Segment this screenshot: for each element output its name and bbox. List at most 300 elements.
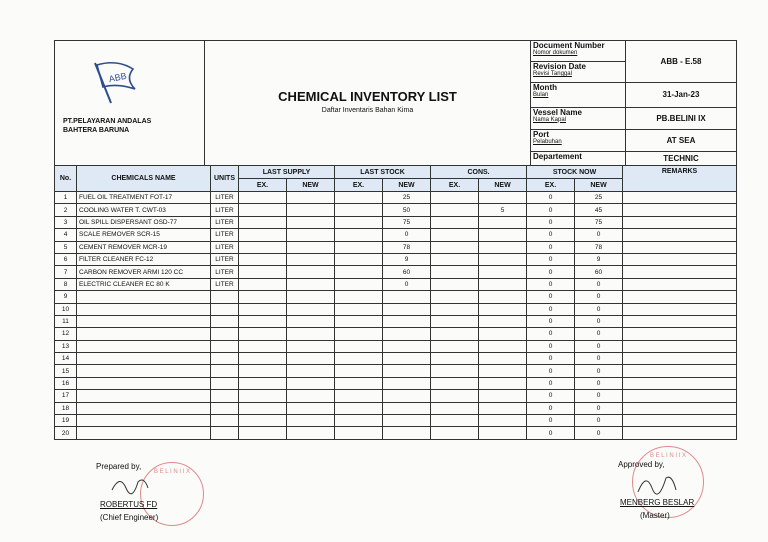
col-last-stock: LAST STOCK (335, 166, 431, 179)
unit-cell: LITER (211, 278, 239, 290)
stock-now-new-cell: 60 (575, 266, 623, 278)
last-stock-ex-cell (335, 216, 383, 228)
cons-new-cell (479, 377, 527, 389)
unit-cell (211, 303, 239, 315)
last-supply-ex-cell (239, 266, 287, 278)
last-supply-new-cell (287, 241, 335, 253)
sub-col-new: NEW (287, 179, 335, 192)
stock-now-ex-cell: 0 (527, 328, 575, 340)
chemical-name-cell (77, 415, 211, 427)
table-row (55, 216, 737, 228)
row-number-cell: 14 (55, 353, 77, 365)
row-number-cell: 20 (55, 427, 77, 439)
cons-ex-cell (431, 278, 479, 290)
cons-new-cell (479, 340, 527, 352)
stamp-text: B E L I N I I X (649, 453, 687, 459)
last-stock-new-cell (383, 303, 431, 315)
logo-text: ABB (107, 70, 128, 85)
chemical-name-cell (77, 328, 211, 340)
chemical-name-cell: CEMENT REMOVER MCR-19 (77, 241, 211, 253)
chemical-name-cell: FILTER CLEANER FC-12 (77, 253, 211, 265)
last-supply-ex-cell (239, 427, 287, 439)
last-supply-ex-cell (239, 328, 287, 340)
last-stock-new-cell: 25 (383, 192, 431, 204)
chemical-name-cell (77, 353, 211, 365)
last-supply-new-cell (287, 402, 335, 414)
stock-now-ex-cell: 0 (527, 278, 575, 290)
company-line-1: PT.PELAYARAN ANDALAS (63, 118, 152, 125)
last-supply-new-cell (287, 415, 335, 427)
chemical-name-cell (77, 377, 211, 389)
last-supply-new-cell (287, 253, 335, 265)
last-stock-ex-cell (335, 328, 383, 340)
table-row (55, 315, 737, 327)
last-supply-ex-cell (239, 303, 287, 315)
table-row (55, 365, 737, 377)
cons-ex-cell (431, 328, 479, 340)
sub-col-ex: EX. (431, 179, 479, 192)
chemical-name-cell: ELECTRIC CLEANER EC 80 K (77, 278, 211, 290)
departement-value: TECHNIC (626, 152, 737, 166)
document-title: CHEMICAL INVENTORY LIST (278, 89, 457, 104)
remarks-cell (623, 353, 737, 365)
cons-ex-cell (431, 402, 479, 414)
meta-label: Departement (533, 152, 582, 162)
last-supply-new-cell (287, 427, 335, 439)
unit-cell: LITER (211, 241, 239, 253)
table-row (55, 266, 737, 278)
stock-now-new-cell: 45 (575, 204, 623, 216)
chemical-name-cell (77, 291, 211, 303)
table-row (55, 204, 737, 216)
stock-now-ex-cell: 0 (527, 266, 575, 278)
stock-now-new-cell: 0 (575, 390, 623, 402)
chemical-name-cell (77, 402, 211, 414)
table-row (55, 328, 737, 340)
stock-now-new-cell: 78 (575, 241, 623, 253)
stock-now-ex-cell: 0 (527, 315, 575, 327)
last-stock-new-cell (383, 427, 431, 439)
last-stock-new-cell (383, 340, 431, 352)
stock-now-new-cell: 0 (575, 377, 623, 389)
last-stock-new-cell (383, 365, 431, 377)
last-supply-new-cell (287, 229, 335, 241)
unit-cell (211, 427, 239, 439)
stock-now-ex-cell: 0 (527, 192, 575, 204)
remarks-cell (623, 315, 737, 327)
cons-new-cell (479, 328, 527, 340)
remarks-cell (623, 415, 737, 427)
chemical-name-cell: COOLING WATER T. CWT-03 (77, 204, 211, 216)
table-row (55, 241, 737, 253)
sub-col-new: NEW (479, 179, 527, 192)
last-stock-new-cell (383, 415, 431, 427)
row-number-cell: 4 (55, 229, 77, 241)
last-stock-ex-cell (335, 266, 383, 278)
last-stock-ex-cell (335, 303, 383, 315)
meta-label-revision-date (531, 61, 626, 82)
unit-cell (211, 315, 239, 327)
cons-ex-cell (431, 253, 479, 265)
row-number-cell: 12 (55, 328, 77, 340)
table-row (55, 192, 737, 204)
last-supply-ex-cell (239, 340, 287, 352)
company-logo (89, 59, 141, 105)
last-stock-ex-cell (335, 229, 383, 241)
col-chemicals-name: CHEMICALS NAME (77, 166, 211, 192)
unit-cell: LITER (211, 253, 239, 265)
remarks-cell (623, 303, 737, 315)
stock-now-ex-cell: 0 (527, 415, 575, 427)
unit-cell (211, 390, 239, 402)
document-number-value: ABB - E.58 (626, 41, 737, 83)
last-stock-ex-cell (335, 241, 383, 253)
stock-now-new-cell: 75 (575, 216, 623, 228)
unit-cell: LITER (211, 266, 239, 278)
last-stock-ex-cell (335, 253, 383, 265)
last-supply-new-cell (287, 365, 335, 377)
table-row (55, 340, 737, 352)
cons-ex-cell (431, 266, 479, 278)
row-number-cell: 18 (55, 402, 77, 414)
last-supply-ex-cell (239, 402, 287, 414)
table-row (55, 303, 737, 315)
sub-col-ex: EX. (527, 179, 575, 192)
stock-now-ex-cell: 0 (527, 291, 575, 303)
month-value: 31-Jan-23 (626, 82, 737, 107)
cons-ex-cell (431, 291, 479, 303)
row-number-cell: 1 (55, 192, 77, 204)
chemical-name-cell (77, 340, 211, 352)
cons-new-cell (479, 315, 527, 327)
table-row (55, 390, 737, 402)
remarks-cell (623, 192, 737, 204)
chemical-name-cell (77, 390, 211, 402)
cons-ex-cell (431, 204, 479, 216)
cons-new-cell: 5 (479, 204, 527, 216)
stock-now-ex-cell: 0 (527, 216, 575, 228)
col-stock-now: STOCK NOW (527, 166, 623, 179)
prepared-by-caption: Prepared by, (96, 462, 142, 471)
unit-cell (211, 377, 239, 389)
meta-label: Revision Date (533, 61, 586, 71)
col-no: No. (55, 166, 77, 192)
cons-new-cell (479, 253, 527, 265)
cons-new-cell (479, 229, 527, 241)
last-stock-ex-cell (335, 315, 383, 327)
meta-label-month (531, 82, 626, 107)
cons-new-cell (479, 241, 527, 253)
prepared-by-role: (Chief Engineer) (100, 513, 159, 522)
cons-ex-cell (431, 390, 479, 402)
last-stock-ex-cell (335, 340, 383, 352)
stock-now-ex-cell: 0 (527, 204, 575, 216)
stock-now-ex-cell: 0 (527, 353, 575, 365)
table-row (55, 278, 737, 290)
stock-now-ex-cell: 0 (527, 390, 575, 402)
last-supply-ex-cell (239, 377, 287, 389)
remarks-cell (623, 204, 737, 216)
last-stock-ex-cell (335, 390, 383, 402)
header-block (54, 40, 737, 166)
stock-now-ex-cell: 0 (527, 340, 575, 352)
meta-label: Document Number (533, 41, 605, 50)
last-stock-ex-cell (335, 365, 383, 377)
last-supply-ex-cell (239, 253, 287, 265)
table-row (55, 377, 737, 389)
last-stock-new-cell: 0 (383, 278, 431, 290)
unit-cell (211, 328, 239, 340)
inventory-table (54, 165, 737, 440)
stock-now-ex-cell: 0 (527, 377, 575, 389)
stock-now-ex-cell: 0 (527, 365, 575, 377)
row-number-cell: 5 (55, 241, 77, 253)
inventory-rows (55, 192, 737, 440)
remarks-cell (623, 390, 737, 402)
approved-by-caption: Approved by, (618, 460, 665, 469)
last-stock-ex-cell (335, 415, 383, 427)
stock-now-new-cell: 0 (575, 303, 623, 315)
last-stock-new-cell: 75 (383, 216, 431, 228)
cons-new-cell (479, 427, 527, 439)
cons-new-cell (479, 291, 527, 303)
last-supply-ex-cell (239, 192, 287, 204)
stamp-text: B E L I N I I X (153, 469, 191, 475)
stock-now-new-cell: 25 (575, 192, 623, 204)
table-row (55, 253, 737, 265)
unit-cell: LITER (211, 216, 239, 228)
last-stock-new-cell: 60 (383, 266, 431, 278)
chemical-name-cell: SCALE REMOVER SCR-15 (77, 229, 211, 241)
last-supply-ex-cell (239, 291, 287, 303)
company-line-2: BAHTERA BARUNA (63, 127, 130, 134)
stock-now-ex-cell: 0 (527, 427, 575, 439)
last-stock-new-cell (383, 402, 431, 414)
stock-now-new-cell: 0 (575, 365, 623, 377)
unit-cell (211, 340, 239, 352)
cons-ex-cell (431, 229, 479, 241)
stock-now-ex-cell: 0 (527, 402, 575, 414)
remarks-cell (623, 427, 737, 439)
last-stock-ex-cell (335, 353, 383, 365)
document-subtitle: Daftar Inventaris Bahan Kima (321, 107, 414, 114)
row-number-cell: 9 (55, 291, 77, 303)
last-supply-new-cell (287, 328, 335, 340)
last-stock-new-cell (383, 291, 431, 303)
cons-new-cell (479, 415, 527, 427)
sub-col-ex: EX. (335, 179, 383, 192)
approved-signature-scribble (632, 470, 682, 498)
stock-now-new-cell: 0 (575, 402, 623, 414)
last-supply-new-cell (287, 390, 335, 402)
table-row (55, 415, 737, 427)
meta-label-port (531, 129, 626, 152)
stock-now-new-cell: 0 (575, 328, 623, 340)
last-supply-ex-cell (239, 216, 287, 228)
cons-ex-cell (431, 315, 479, 327)
cons-new-cell (479, 266, 527, 278)
meta-sublabel: Nomor dokumen (533, 50, 578, 56)
chemical-name-cell (77, 427, 211, 439)
stock-now-new-cell: 0 (575, 427, 623, 439)
row-number-cell: 15 (55, 365, 77, 377)
table-row (55, 291, 737, 303)
stock-now-new-cell: 0 (575, 229, 623, 241)
sub-col-ex: EX. (239, 179, 287, 192)
cons-new-cell (479, 303, 527, 315)
company-cell (55, 41, 205, 166)
last-stock-ex-cell (335, 291, 383, 303)
last-stock-new-cell (383, 390, 431, 402)
remarks-cell (623, 377, 737, 389)
table-row (55, 427, 737, 439)
last-supply-new-cell (287, 340, 335, 352)
stock-now-ex-cell: 0 (527, 303, 575, 315)
cons-ex-cell (431, 216, 479, 228)
meta-sublabel: Pelabuhan (533, 138, 562, 145)
stock-now-new-cell: 9 (575, 253, 623, 265)
stock-now-new-cell: 0 (575, 315, 623, 327)
row-number-cell: 3 (55, 216, 77, 228)
last-stock-new-cell (383, 353, 431, 365)
cons-new-cell (479, 390, 527, 402)
remarks-cell (623, 402, 737, 414)
remarks-cell (623, 291, 737, 303)
company-name (63, 117, 151, 135)
cons-new-cell (479, 365, 527, 377)
prepared-by-name: ROBERTUS FD (100, 500, 158, 509)
last-supply-new-cell (287, 303, 335, 315)
table-row (55, 353, 737, 365)
cons-new-cell (479, 192, 527, 204)
remarks-cell (623, 229, 737, 241)
cons-new-cell (479, 278, 527, 290)
meta-label-document-number (531, 41, 626, 62)
last-stock-new-cell: 50 (383, 204, 431, 216)
remarks-cell (623, 241, 737, 253)
stock-now-new-cell: 0 (575, 340, 623, 352)
row-number-cell: 10 (55, 303, 77, 315)
cons-ex-cell (431, 365, 479, 377)
last-supply-ex-cell (239, 415, 287, 427)
last-stock-new-cell (383, 328, 431, 340)
last-stock-ex-cell (335, 402, 383, 414)
last-supply-new-cell (287, 192, 335, 204)
col-cons: CONS. (431, 166, 527, 179)
remarks-cell (623, 253, 737, 265)
cons-ex-cell (431, 192, 479, 204)
stock-now-ex-cell: 0 (527, 241, 575, 253)
chemical-name-cell (77, 315, 211, 327)
row-number-cell: 13 (55, 340, 77, 352)
remarks-cell (623, 266, 737, 278)
last-stock-ex-cell (335, 377, 383, 389)
row-number-cell: 8 (55, 278, 77, 290)
cons-ex-cell (431, 415, 479, 427)
remarks-cell (623, 365, 737, 377)
chemical-name-cell: FUEL OIL TREATMENT FOT-17 (77, 192, 211, 204)
meta-label: Month (533, 82, 557, 92)
stock-now-ex-cell: 0 (527, 229, 575, 241)
cons-ex-cell (431, 303, 479, 315)
chemical-name-cell (77, 303, 211, 315)
last-supply-ex-cell (239, 278, 287, 290)
cons-ex-cell (431, 353, 479, 365)
last-supply-new-cell (287, 315, 335, 327)
chemical-name-cell: OIL SPILL DISPERSANT OSD-77 (77, 216, 211, 228)
cons-ex-cell (431, 241, 479, 253)
unit-cell: LITER (211, 192, 239, 204)
row-number-cell: 19 (55, 415, 77, 427)
last-supply-new-cell (287, 266, 335, 278)
sub-col-new: NEW (575, 179, 623, 192)
last-supply-ex-cell (239, 390, 287, 402)
last-supply-new-cell (287, 204, 335, 216)
cons-new-cell (479, 216, 527, 228)
stock-now-new-cell: 0 (575, 291, 623, 303)
stock-now-ex-cell: 0 (527, 253, 575, 265)
port-value: AT SEA (626, 129, 737, 152)
last-supply-ex-cell (239, 365, 287, 377)
unit-cell (211, 365, 239, 377)
meta-sublabel: Bulan (533, 91, 549, 98)
col-last-supply: LAST SUPPLY (239, 166, 335, 179)
cons-new-cell (479, 402, 527, 414)
cons-new-cell (479, 353, 527, 365)
chemical-name-cell (77, 365, 211, 377)
cons-ex-cell (431, 340, 479, 352)
cons-ex-cell (431, 377, 479, 389)
row-number-cell: 2 (55, 204, 77, 216)
unit-cell (211, 402, 239, 414)
last-stock-new-cell (383, 377, 431, 389)
last-supply-ex-cell (239, 229, 287, 241)
row-number-cell: 7 (55, 266, 77, 278)
last-stock-ex-cell (335, 278, 383, 290)
stock-now-new-cell: 0 (575, 353, 623, 365)
last-supply-new-cell (287, 353, 335, 365)
last-supply-ex-cell (239, 241, 287, 253)
meta-sublabel: Nama Kapal (533, 116, 567, 123)
last-stock-new-cell (383, 315, 431, 327)
unit-cell (211, 415, 239, 427)
title-cell (205, 41, 531, 166)
stock-now-new-cell: 0 (575, 278, 623, 290)
remarks-cell (623, 340, 737, 352)
row-number-cell: 11 (55, 315, 77, 327)
last-supply-ex-cell (239, 204, 287, 216)
meta-sublabel: Revisi Tanggal (533, 70, 572, 77)
last-supply-new-cell (287, 278, 335, 290)
meta-label: Vessel Name (533, 107, 582, 117)
last-stock-new-cell: 9 (383, 253, 431, 265)
last-stock-ex-cell (335, 427, 383, 439)
remarks-cell (623, 216, 737, 228)
row-number-cell: 16 (55, 377, 77, 389)
approved-by-role: (Master) (640, 511, 670, 520)
cons-ex-cell (431, 427, 479, 439)
remarks-cell (623, 278, 737, 290)
inventory-sheet (54, 40, 736, 440)
chemical-name-cell: CARBON REMOVER ARMI 120 CC (77, 266, 211, 278)
sub-col-new: NEW (383, 179, 431, 192)
meta-label: Port (533, 129, 549, 139)
stock-now-new-cell: 0 (575, 415, 623, 427)
last-supply-ex-cell (239, 315, 287, 327)
last-supply-new-cell (287, 377, 335, 389)
col-remarks: REMARKS (623, 166, 737, 192)
table-row (55, 402, 737, 414)
